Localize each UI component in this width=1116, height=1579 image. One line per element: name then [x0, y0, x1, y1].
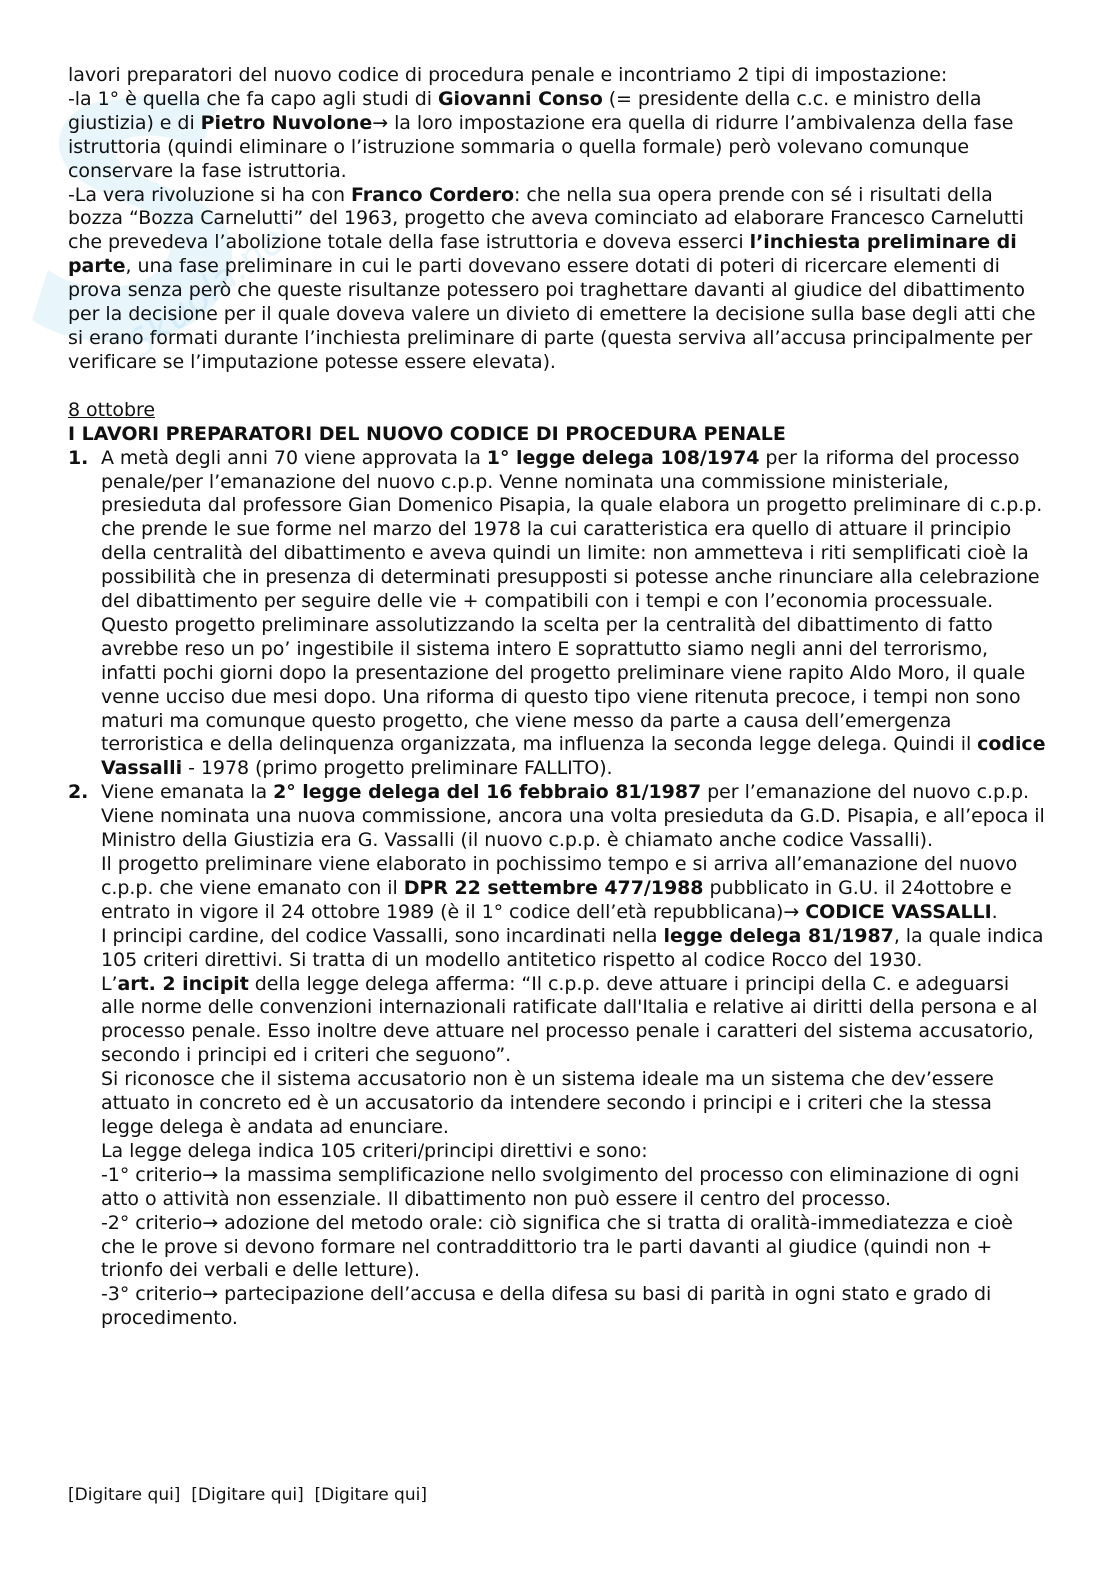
watermark-text: Skuola.net	[118, 208, 305, 368]
footer-placeholder[interactable]: [Digitare qui]	[314, 1485, 427, 1505]
list-item	[68, 447, 1048, 782]
bold-text: 2° legge delega del 16 febbraio 81/1987	[273, 781, 702, 804]
text-run: : che nella sua opera prende con sé i risultati della bozza “Bozza Carnelutti” del 1963, progetto che aveva cominciato ad elaborare Francesco Carnelutti che prevedeva l’abolizione totale della fase istruttoria e doveva esserci	[68, 183, 1024, 254]
text-run: , una fase preliminare in cui le parti dovevano essere dotati di poteri di ricercare elementi di prova senza però che queste risultanze potessero poi traghettare davanti al giudice del dibattimento per la decisione per il quale doveva valere un divieto di emettere la decisione sulla base degli atti che si erano formati durante l’inchiesta preliminare di parte (questa serviva all’accusa principalmente per verificare se l’imputazione potesse essere elevata).	[68, 255, 1036, 373]
document-page	[68, 64, 1048, 1331]
text-run: -1° criterio→ la massima semplificazione nello svolgimento del processo con eliminazione di ogni atto o attività non essenziale. Il dibattimento non può essere il centro del processo.	[101, 1163, 1020, 1210]
text-run: (= presidente della c.c. e ministro della giustizia) e di	[68, 87, 982, 134]
list-paragraph	[101, 853, 1048, 925]
section-heading: I LAVORI PREPARATORI DEL NUOVO CODICE DI PROCEDURA PENALE	[68, 422, 786, 445]
text-run: per l’emanazione del nuovo c.p.p.	[701, 781, 1029, 804]
text-run: Viene nominata una nuova commissione, ancora una volta presieduta da G.D. Pisapia, e all’epoca il Ministro della Giustizia era G. Vassalli (il nuovo c.p.p. è chiamato anche codice Vassalli).	[101, 805, 1045, 852]
bold-text: codice Vassalli	[101, 733, 1046, 780]
text-run: pubblicato in G.U. il 24ottobre e entrato in vigore il 24 ottobre 1989 (è il 1° codice dell’età repubblicana)→	[101, 876, 1012, 923]
list-paragraph	[101, 781, 1048, 805]
list-paragraph	[101, 1212, 1048, 1284]
list-number: 1.	[68, 446, 89, 469]
bold-text: art. 2 incipit	[117, 972, 249, 995]
bold-text: Giovanni Conso	[437, 87, 603, 110]
footer-placeholder[interactable]: [Digitare qui]	[191, 1485, 304, 1505]
list-paragraph	[101, 925, 1048, 973]
text-run: .	[991, 900, 998, 923]
paragraph	[68, 184, 1048, 375]
lecture-date: 8 ottobre	[68, 398, 155, 421]
text-run: -3° criterio→ partecipazione dell’accusa e della difesa su basi di parità in ogni stato e grado di procedimento.	[101, 1283, 992, 1330]
list-item	[68, 781, 1048, 1331]
page-footer	[68, 1484, 427, 1506]
paragraph	[68, 64, 1048, 88]
text-run: -la 1° è quella che fa capo agli studi di	[68, 87, 438, 110]
text-run: della legge delega afferma: “Il c.p.p. deve attuare i principi della C. e adeguarsi alle norme delle convenzioni internazionali ratificate dall'Italia e relative ai diritti della persona e al processo penale. Esso inoltre deve attuare nel processo penale i caratteri del sistema accusatorio, secondo i principi ed i criteri che seguono”.	[101, 972, 1038, 1067]
list-paragraph	[101, 447, 1048, 782]
text-run: -2° criterio→ adozione del metodo orale: ciò significa che si tratta di oralità-immediatezza e cioè che le prove si devono formare nel contraddittorio tra le parti davanti al giudice (quindi non + trionfo dei verbali e delle letture).	[101, 1211, 1013, 1282]
text-run: A metà degli anni 70 viene approvata la	[101, 446, 487, 469]
list-paragraph	[101, 1068, 1048, 1140]
list-paragraph	[101, 1140, 1048, 1164]
text-run: per la riforma del processo penale/per l’emanazione del nuovo c.p.p. Venne nominata una commissione ministeriale, presieduta dal professore Gian Domenico Pisapia, la quale elabora un progetto preliminare di c.p.p. che prende le sue forme nel marzo del 1978 la cui caratteristica era quello di attuare il principio della centralità del dibattimento e aveva quindi un limite: non ammetteva i riti semplificati cioè la possibilità che in presenza di determinati presupposti si potesse anche rinunciare alla celebrazione del dibattimento per seguire delle vie + compatibili con i tempi e con l’economia processuale. Questo progetto preliminare assolutizzando la scelta per la centralità del dibattimento di fatto avrebbe reso un po’ ingestibile il sistema intero E soprattutto siamo negli anni del terrorismo, infatti pochi giorni dopo la presentazione del progetto preliminare viene rapito Aldo Moro, il quale venne ucciso due mesi dopo. Una riforma di questo tipo viene ritenuta precoce, i tempi non sono maturi ma comunque questo progetto, che viene messo da parte a causa dell’emergenza terroristica e della delinquenza organizzata, ma influenza la seconda legge delega. Quindi il	[101, 446, 1043, 756]
intro-section	[68, 64, 1048, 375]
text-run: Viene emanata la	[101, 781, 274, 804]
paragraph	[68, 88, 1048, 184]
numbered-list	[68, 447, 1048, 1332]
bold-text: Pietro Nuvolone	[200, 111, 373, 134]
bold-text: CODICE VASSALLI	[805, 900, 992, 923]
bold-text: legge delega 81/1987	[663, 924, 894, 947]
text-run: I principi cardine, del codice Vassalli, sono incardinati nella	[101, 924, 664, 947]
list-paragraph	[101, 973, 1048, 1069]
text-run: lavori preparatori del nuovo codice di procedura penale e incontriamo 2 tipi di impostazione:	[68, 64, 948, 86]
bold-text: DPR 22 settembre 477/1988	[403, 876, 704, 899]
text-run: La legge delega indica 105 criteri/principi direttivi e sono:	[101, 1139, 648, 1162]
bold-text: Franco Cordero	[351, 183, 515, 206]
footer-placeholder[interactable]: [Digitare qui]	[68, 1485, 181, 1505]
list-number: 2.	[68, 781, 89, 804]
list-paragraph	[101, 805, 1048, 853]
text-run: -La vera rivoluzione si ha con	[68, 183, 352, 206]
text-run: Il progetto preliminare viene elaborato in pochissimo tempo e si arriva all’emanazione del nuovo c.p.p. che viene emanato con il	[101, 853, 1018, 899]
bold-text: l’inchiesta preliminare di parte	[68, 231, 1017, 278]
list-paragraph	[101, 1283, 1048, 1331]
text-run: → la loro impostazione era quella di ridurre l’ambivalenza della fase istruttoria (quindi eliminare o l’istruzione sommaria o quella formale) però volevano comunque conservare la fase istruttoria.	[68, 111, 1014, 182]
spacer	[68, 375, 1048, 399]
text-run: Si riconosce che il sistema accusatorio non è un sistema ideale ma un sistema che dev’essere attuato in concreto ed è un accusatorio da intendere secondo i principi e i criteri che la stessa legge delega è andata ad enunciare.	[101, 1068, 994, 1138]
list-paragraph	[101, 1164, 1048, 1212]
bold-text: 1° legge delega 108/1974	[486, 446, 760, 469]
text-run: L’	[101, 972, 118, 995]
text-run: - 1978 (primo progetto preliminare FALLITO).	[182, 757, 613, 780]
text-run: , la quale indica 105 criteri direttivi. Si tratta di un modello antitetico rispetto al codice Rocco del 1930.	[101, 924, 1044, 971]
